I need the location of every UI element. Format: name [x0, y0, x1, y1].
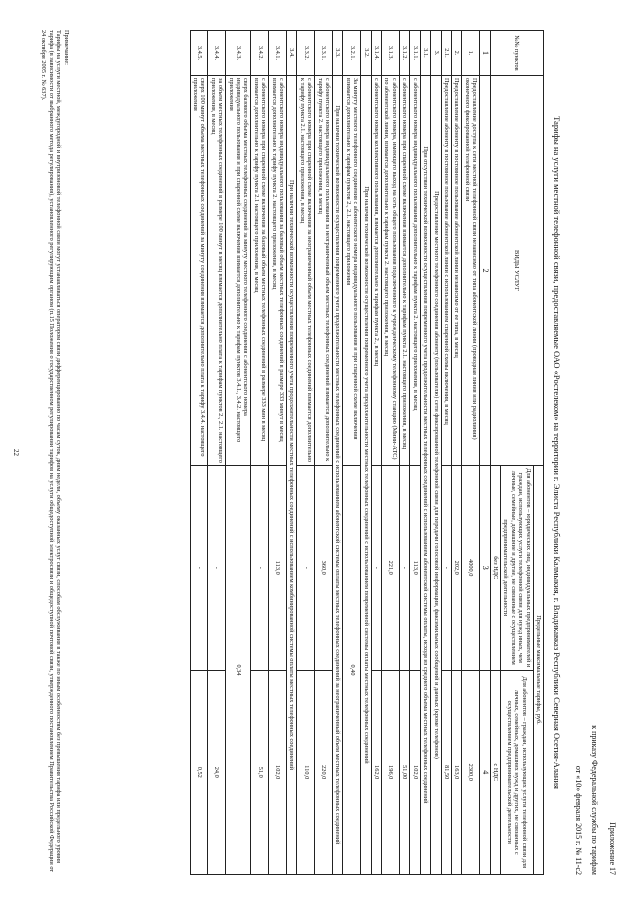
table-row: [315, 31, 333, 875]
table-row: [462, 31, 480, 875]
footnote: [40, 30, 70, 875]
service-description-cell: с абонентского номера при спаренной схеме включения за неограниченный объем местных телефонных соединений взимается дополнительно к тарифу пункта 2.1. настоящего приложения, в месяц: [297, 76, 315, 466]
table-row: [410, 31, 420, 875]
col-index: 1: [480, 31, 490, 76]
tariff-citizens-cell: 81,50: [441, 670, 451, 875]
tariff-legal-entities-cell: -: [371, 466, 381, 671]
service-description-cell: Предоставление абоненту в постоянное пользование абонентской линии с использованием спаренной схемы включения, в месяц: [441, 76, 451, 466]
tariff-citizens-cell: 0,52: [190, 670, 208, 875]
tariff-citizens-cell: 24,0: [208, 670, 226, 875]
service-description-cell: с абонентского номера индивидуального пользования за неограниченный объем местных телефонных соединений взимается дополнительно к тарифу пункта 2. настоящего приложения, в месяц: [315, 76, 333, 466]
col4-vat-note: с НДС: [490, 670, 500, 875]
tariff-legal-entities-cell: 113,0: [269, 466, 287, 671]
table-row: [269, 31, 287, 875]
table-row: [333, 31, 343, 875]
tariff-legal-entities-cell: 360,0: [315, 466, 333, 671]
row-number-cell: 3.4.1.: [269, 31, 287, 76]
tariff-table-body: [190, 31, 480, 875]
service-description-cell: с абонентского номера при спаренной схеме включения за базовый объем местных телефонных соединений в размере 333 мин в месяц взимается дополнительно к тарифу пункта 2.1 настоящего приложения, в месяц: [251, 76, 269, 466]
tariff-citizens-cell: 196,0: [382, 670, 400, 875]
table-row: [451, 31, 461, 875]
tariff-legal-entities-cell: 113,0: [410, 466, 420, 671]
row-number-cell: 3.1.1.: [410, 31, 420, 76]
service-description-cell: Предоставление абоненту в постоянное пользование абонентской линии независимо от ее типа, в месяц: [451, 76, 461, 466]
tariff-legal-entities-cell: 4000,0: [462, 466, 480, 671]
tariff-table: [190, 30, 544, 875]
row-number-cell: 2.1.: [441, 31, 451, 76]
row-number-cell: 3.4.2.: [251, 31, 269, 76]
tariff-citizens-cell: 102,0: [269, 670, 287, 875]
order-reference-line2: от «10» февраля 2015 г. № 11-с2: [574, 765, 583, 875]
tariff-citizens-cell: 2300,0: [462, 670, 480, 875]
tariff-citizens-cell: 163,0: [451, 670, 461, 875]
row-number-cell: 3.1.4.: [371, 31, 381, 76]
table-row: [208, 31, 226, 875]
service-description-cell: сверх 100 минут объема местных телефонных соединений за минуту соединения взимается дополнительно плата к тарифу 3.4.4. настоящего приложения: [190, 76, 208, 466]
tariff-legal-entities-cell: 221,0: [382, 466, 400, 671]
tariff-citizens-cell: 220,0: [315, 670, 333, 875]
row-number-cell: 3.2.1.: [343, 31, 361, 76]
table-row: [343, 31, 361, 875]
table-row: [361, 31, 371, 875]
table-row: [441, 31, 451, 875]
row-number-cell: 3.4.3.: [226, 31, 251, 76]
service-description-cell: с абонентского номера индивидуального пользования за базовый объем местных телефонных соединений в размере 333 минут в месяц взимается дополнительно к тарифу пункта 2. настоящего приложения, в месяц: [269, 76, 287, 466]
col-service-header: ВИДЫ УСЛУГ: [490, 76, 543, 466]
page-number: 22: [12, 449, 20, 456]
col-index: 3: [480, 466, 490, 671]
service-description-cell: За минуту местного телефонного соединения с абонентского номера индивидуального пользования и при спаренной схеме включения взимается дополнительно к тарифам пунктов 2., 2.1. настоящего приложения: [343, 76, 361, 466]
tariff-legal-entities-cell: -: [399, 466, 409, 671]
tariff-citizens-cell: 51,00: [399, 670, 409, 875]
tariff-legal-entities-cell: -: [190, 466, 208, 671]
tariff-citizens-cell: 102,0: [410, 670, 420, 875]
order-reference-line1: к приказу Федеральной службы по тарифам: [590, 725, 599, 875]
row-number-cell: 3.: [431, 31, 441, 76]
service-description-cell: с абонентского номера индивидуального пользования дополнительно к тарифам пункта 2. настоящего приложения, в месяц: [410, 76, 420, 466]
tariff-legal-entities-cell: -: [251, 466, 269, 671]
section-heading-cell: При наличии технической возможности осуществления повременного учета продолжительности местных телефонных соединений с использованием повременной системы оплаты местных телефонных соединений: [361, 76, 371, 875]
merged-tariff-cell: 0,40: [343, 466, 361, 875]
note-label: Примечание:: [63, 30, 70, 65]
row-number-cell: 3.1.3.: [382, 31, 400, 76]
table-row: [190, 31, 208, 875]
row-number-cell: 3.4.4.: [208, 31, 226, 76]
row-number-cell: 3.2.: [361, 31, 371, 76]
tariff-legal-entities-cell: -: [441, 466, 451, 671]
service-description-cell: с абонентского номера, имеющего выход на сеть общего пользования подключенного к учрежденческому телефонному станцию (Мини-АТС) по абонентской линии, взимается дополнительно к тарифам пункта 2. настоящего приложения, в месяц: [382, 76, 400, 466]
table-row: [420, 31, 430, 875]
row-number-cell: 3.1.: [420, 31, 430, 76]
tariff-legal-entities-cell: -: [297, 466, 315, 671]
table-row: [399, 31, 409, 875]
tariff-citizens-cell: 51,0: [251, 670, 269, 875]
table-row: [371, 31, 381, 875]
tariff-legal-entities-cell: 202,0: [451, 466, 461, 671]
row-number-cell: 3.3.: [333, 31, 343, 76]
col-number-header: №№ пунктов: [490, 31, 543, 76]
col3-vat-note: без НДС: [490, 466, 500, 671]
tariffs-group-header: Предельные максимальные тарифы, руб.: [533, 466, 543, 875]
merged-tariff-cell: 0,34: [226, 466, 251, 875]
section-heading-cell: При наличии технической возможности осуществления повременного учета продолжительности местных телефонных соединений с использованием абонентской системы оплаты местных телефонных соединений за неограниченный объем местных телефонных соединений: [333, 76, 343, 875]
service-description-cell: с абонентского номера при спаренной схеме включения взимается дополнительно к тарифам пункта 2.1. настоящего приложения, в месяц: [399, 76, 409, 466]
row-number-cell: 3.1.2.: [399, 31, 409, 76]
section-heading-cell: При наличии технической возможности осуществления повременного учета продолжительности местных телефонных соединений с использованием комбинированной системы оплаты местных телефонных соединений: [287, 76, 297, 875]
note-text: Тарифы на услуги местной, междугородной и внутризоновой телефонной связи могут устанавливаться оператором связи дифференцированно по часам суток, дням недели, объему оказанных услуг связи, способам обслуживания в также по иным особенностям без превышения тарифа или предельного уровня тарифа (в зависимости от выбранного метода регулирования), установленного регулирующим органом (п.15 Положения о государственном регулировании тарифов на услуги общедоступной электросвязи и общедоступной почтовой связи, утвержденного постановлением Правительства Российской Федерации от 24 октября 2005 г. № 637).: [40, 30, 63, 873]
tariff-citizens-cell: 162,0: [371, 670, 381, 875]
row-number-cell: 2.: [451, 31, 461, 76]
service-description-cell: за объем местных телефонных соединений в размере 100 минут в месяц взимается дополнительно плата к тарифам пунктов 2., 2.1. настоящего приложения, в месяц: [208, 76, 226, 466]
service-description-cell: Предоставление доступа к сети местной телефонной связи независимо от типа абонентской линии (проводная линия или радиолиния) оконечного фиксированной телефонной связи: [462, 76, 480, 466]
col-index: 2: [480, 76, 490, 466]
row-number-cell: 3.3.1.: [315, 31, 333, 76]
appendix-label: Приложение 17: [608, 822, 617, 875]
col-legal-entities-header: Для абонентов – юридических лиц, индивидуальных предпринимателей и граждан, использующих услуги телефонной связи для нужд иных, чем личные, семейные, домашние и другие, не связанные с осуществлением предпринимательской деятельности: [500, 466, 533, 671]
service-description-cell: сверх базового объема местных телефонных соединений за минуту местного телефонного соединения с абонентского номера индивидуального пользования и при спаренной схеме включения взимается дополнительно к тарифам пунктов 3.4.1., 3.4.2. настоящего приложения: [226, 76, 251, 466]
document-title: Тарифы на услуги местной телефонной связи, предоставляемые ОАО «Ростелеком» на территории г. Элиста Республики Калмыкия, г. Владикавказ Республики Северная Осетия-Алания: [552, 116, 562, 789]
section-heading-cell: Предоставление местного телефонного соединения абоненту (пользователю) сети фиксированной телефонной связи для передачи голосовой информации, факсимильных сообщений и данных (кроме телефонов): [431, 76, 441, 875]
col-citizens-header: Для абонентов – граждан, использующих услуги телефонной связи для личных, семейных, домашних нужд и других, не связанных с осуществлением предпринимательской деятельности: [500, 670, 533, 875]
tariff-citizens-cell: 110,0: [297, 670, 315, 875]
col-index: 4: [480, 670, 490, 875]
table-row: [297, 31, 315, 875]
tariff-legal-entities-cell: -: [208, 466, 226, 671]
row-number-cell: 3.4.: [287, 31, 297, 76]
table-row: [382, 31, 400, 875]
row-number-cell: 3.4.5.: [190, 31, 208, 76]
section-heading-cell: При отсутствии технической возможности осуществления повременного учета продолжительности местных телефонных соединений с использованием абонентской системы оплаты, исходя из среднего объема местных телефонных соединений: [420, 76, 430, 875]
table-row: [431, 31, 441, 875]
row-number-cell: 3.3.2.: [297, 31, 315, 76]
service-description-cell: с абонентского номера коллективного пользования, взимается дополнительно к тарифам пункта 2., в месяц: [371, 76, 381, 466]
table-row: [251, 31, 269, 875]
table-row: [287, 31, 297, 875]
table-row: [226, 31, 251, 875]
row-number-cell: 1.: [462, 31, 480, 76]
